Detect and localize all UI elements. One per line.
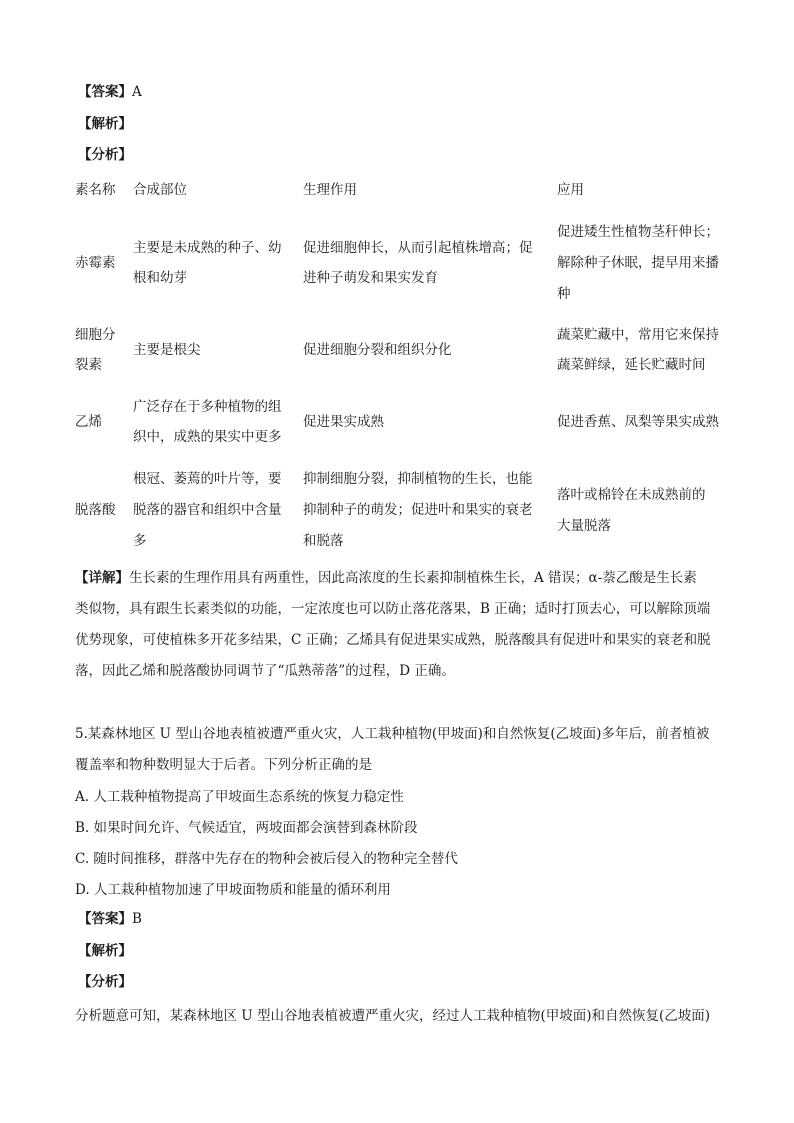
physiological-effect: 促进细胞分裂和组织分化 [303, 342, 452, 358]
q4-answer [78, 80, 142, 100]
physiological-effect: 抑制种子的萌发；促进叶和果实的衰老 [303, 502, 533, 518]
application: 解除种子休眠，提早用来播 [557, 255, 719, 271]
physiological-effect: 抑制细胞分裂，抑制植物的生长，也能 [303, 471, 533, 487]
q5-analysis-line: 分析题意可知，某森林地区 U 型山谷地表植被遭严重火灾，经过人工栽种植物(甲坡面)和自然恢复(乙坡面) [75, 1008, 711, 1024]
application: 促进香蕉、凤梨等果实成熟 [557, 414, 719, 430]
detail-line: 落，因此乙烯和脱落酸协同调节了“瓜熟蒂落”的过程，D 正确。 [75, 663, 455, 679]
table-header-use: 应用 [557, 182, 584, 198]
option-c: C. 随时间推移，群落中先存在的物种会被后侵入的物种完全替代 [75, 851, 458, 867]
option-d: D. 人工栽种植物加速了甲坡面物质和能量的循环利用 [75, 882, 391, 898]
hormone-name: 乙烯 [75, 414, 102, 430]
physiological-effect: 促进细胞伸长，从而引起植株增高；促 [303, 240, 533, 256]
synthesis-site: 主要是未成熟的种子、幼 [133, 240, 282, 256]
application: 促进矮生性植物茎秆伸长； [557, 224, 719, 240]
physiological-effect: 和脱落 [303, 533, 344, 549]
question-stem-line: 5.某森林地区 U 型山谷地表植被遭严重火灾，人工栽种植物(甲坡面)和自然恢复(乙坡面)多年后，前者植被 [75, 726, 710, 742]
q5-jiexi: 【解析】 [78, 943, 132, 959]
answer-value: B [132, 911, 142, 927]
detail-text: 生长素的生理作用具有两重性，因此高浓度的生长素抑制植株生长，A 错误；α-萘乙酸是生长素 [129, 570, 697, 586]
detail-line: 优势现象，可使植株多开花多结果，C 正确；乙烯具有促进果实成熟，脱落酸具有促进叶和果实的衰老和脱 [75, 632, 711, 648]
option-a: A. 人工栽种植物提高了甲坡面生态系统的恢复力稳定性 [75, 789, 404, 805]
application: 蔬菜贮藏中，常用它来保持 [557, 327, 719, 343]
synthesis-site: 根冠、萎蔫的叶片等，要 [133, 471, 282, 487]
physiological-effect: 促进果实成熟 [303, 414, 384, 430]
application: 种 [557, 286, 571, 302]
synthesis-site: 织中，成熟的果实中更多 [133, 429, 282, 445]
answer-tag: 【答案】 [78, 84, 132, 100]
q5-answer [78, 907, 142, 927]
hormone-name: 赤霉素 [75, 255, 116, 271]
synthesis-site: 主要是根尖 [133, 342, 201, 358]
detail-line [75, 563, 725, 594]
hormone-name: 裂素 [75, 357, 102, 373]
application: 大量脱落 [557, 518, 611, 534]
detail-line: 类似物，具有跟生长素类似的功能，一定浓度也可以防止落花落果，B 正确；适时打顶去心，可以解除顶端 [75, 601, 711, 617]
application: 落叶或棉铃在未成熟前的 [557, 487, 706, 503]
synthesis-site: 广泛存在于多种植物的组 [133, 399, 282, 415]
option-b: B. 如果时间允许、气候适宜，两坡面都会演替到森林阶段 [75, 820, 418, 836]
synthesis-site: 根和幼芽 [133, 270, 187, 286]
hormone-name: 细胞分 [75, 327, 116, 343]
answer-tag: 【答案】 [78, 911, 132, 927]
question-stem-line: 覆盖率和物种数明显大于后者。下列分析正确的是 [75, 757, 372, 773]
q4-jiexi: 【解析】 [78, 116, 132, 132]
q5-fenxi: 【分析】 [78, 974, 132, 990]
answer-value: A [132, 84, 142, 100]
table-header-site: 合成部位 [133, 182, 187, 198]
detail-tag: 【详解】 [75, 570, 129, 586]
synthesis-site: 多 [133, 533, 147, 549]
hormone-name: 脱落酸 [75, 502, 116, 518]
physiological-effect: 进种子萌发和果实发育 [303, 270, 438, 286]
q4-fenxi: 【分析】 [78, 147, 132, 163]
synthesis-site: 脱落的器官和组织中含量 [133, 502, 282, 518]
table-header-effect: 生理作用 [303, 182, 357, 198]
application: 蔬菜鲜绿，延长贮藏时间 [557, 357, 706, 373]
table-header-name: 素名称 [75, 182, 116, 198]
